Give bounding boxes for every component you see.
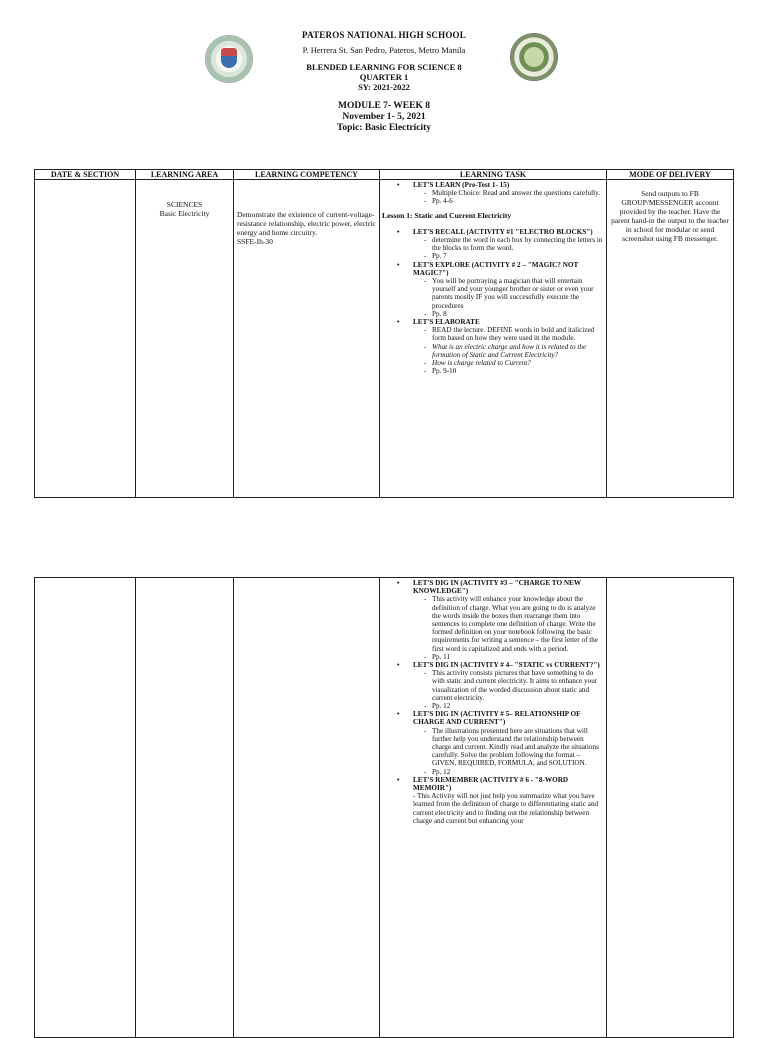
learning-task-cell bbox=[380, 578, 607, 1038]
task-question: - How is charge related to Current? bbox=[424, 359, 531, 368]
task-pages: - Pp. 4-6 bbox=[424, 197, 453, 206]
learning-area-subject: SCIENCES bbox=[166, 200, 203, 209]
task-detail: - This activity consists pictures that have something to do with static and current electricity. It aims to enhance your visualization of the worded discussion about static and current electricity. bbox=[424, 669, 598, 702]
task-item: • LET'S REMEMBER (ACTIVITY # 6 - "8-WORD MEMOIR") bbox=[397, 775, 569, 793]
table-row bbox=[35, 180, 734, 498]
competency-text: Demonstrate the existence of current-voltage-resistance relationship, electric power, electric energy and home circuitry. bbox=[237, 210, 376, 237]
task-item: • LET'S DIG IN (ACTIVITY #3 – "CHARGE TO NEW KNOWLEDGE") bbox=[397, 579, 581, 596]
task-pages: - Pp. 12 bbox=[424, 702, 451, 711]
task-detail: - READ the lecture. DEFINE words in bold and italicized form based on how they were used in the module. bbox=[424, 326, 595, 343]
task-pages: - Pp. 8 bbox=[424, 309, 447, 318]
task-pages: - Pp. 12 bbox=[424, 767, 451, 776]
date-section-cell bbox=[35, 180, 136, 498]
learning-area-cell bbox=[136, 578, 234, 1038]
task-item: • LET'S LEARN (Pre-Test 1- 15) bbox=[397, 181, 510, 189]
task-item: • LET'S EXPLORE (ACTIVITY # 2 – "MAGIC? NOT MAGIC?") bbox=[397, 260, 579, 277]
table-row bbox=[35, 578, 734, 1038]
school-address: P. Herrera St. San Pedro, Pateros, Metro Manila bbox=[302, 45, 466, 55]
program-title: BLENDED LEARNING FOR SCIENCE 8 bbox=[306, 62, 462, 72]
task-pages: - Pp. 11 bbox=[424, 652, 451, 661]
module-topic: Topic: Basic Electricity bbox=[336, 123, 432, 133]
task-pages: - Pp. 9-10 bbox=[424, 367, 457, 376]
task-item: • LET'S ELABORATE bbox=[397, 318, 480, 327]
table-header-row bbox=[35, 170, 734, 180]
task-detail: - Multiple Choice: Read and answer the questions carefully. bbox=[424, 189, 600, 198]
module-dates: November 1- 5, 2021 bbox=[342, 112, 426, 122]
task-item: • LET'S DIG IN (ACTIVITY # 4– "STATIC vs CURRENT?") bbox=[397, 661, 600, 670]
school-name: PATEROS NATIONAL HIGH SCHOOL bbox=[302, 30, 466, 40]
task-item: • LET'S DIG IN (ACTIVITY # 5– RELATIONSHIP OF CHARGE AND CURRENT") bbox=[397, 710, 581, 727]
col-date-section: DATE & SECTION bbox=[35, 170, 136, 180]
col-learning-task: LEARNING TASK bbox=[380, 170, 607, 180]
delivery-cell bbox=[607, 180, 734, 498]
task-detail: - This activity will enhance your knowledge about the definition of charge. What you are going to do is analyze the words inside the boxes then rearrange them into sentences to complete one definition of charge. Write the formed definition on your notebook following the basic requirements for writing a sentence – the first letter of the first word is capitalized and ends with a period. bbox=[424, 595, 599, 653]
task-item: • LET'S RECALL (ACTIVITY #1 "ELECTRO BLOCKS") bbox=[397, 227, 593, 236]
task-detail: - You will be portraying a magician that will entertain yourself and your younger brother or sister or even your parents mostly IF you will successfully execute the procedures bbox=[424, 277, 594, 310]
delivery-cell bbox=[607, 578, 734, 1038]
document-header bbox=[0, 30, 768, 134]
col-mode-of-delivery: MODE OF DELIVERY bbox=[607, 170, 734, 180]
task-question: - What is an electric charge and how it is related to the formation of Static and Current Electricity? bbox=[424, 342, 587, 359]
learning-plan-table bbox=[34, 169, 734, 498]
learning-area-topic: Basic Electricity bbox=[159, 209, 210, 218]
date-section-cell bbox=[35, 578, 136, 1038]
competency-cell bbox=[234, 180, 380, 498]
delivery-text: Send outputs to FB GROUP/MESSENGER account provided by the teacher. Have the parent hand-in the output to the teacher in school for modular or send screenshot using FB messenger. bbox=[611, 189, 729, 243]
task-pages: - Pp. 7 bbox=[424, 252, 447, 261]
school-year: SY: 2021-2022 bbox=[358, 82, 410, 92]
competency-cell bbox=[234, 578, 380, 1038]
col-learning-area: LEARNING AREA bbox=[136, 170, 234, 180]
col-learning-competency: LEARNING COMPETENCY bbox=[234, 170, 380, 180]
lesson-title: Lesson 1: Static and Current Electricity bbox=[382, 210, 512, 220]
competency-code: SSFE-Ih-30 bbox=[237, 237, 273, 246]
learning-task-cell bbox=[380, 180, 607, 498]
task-detail: - The illustrations presented here are situations that will further help you understand the relationship between charge and current. Kindly read and analyze the situations carefully. Solve the problem following the format – GIVEN, REQUIRED, FORMULA, and SOLUTION. bbox=[424, 726, 599, 768]
quarter-label: QUARTER 1 bbox=[359, 72, 409, 82]
task-detail: - determine the word in each box by connecting the letters in the blocks to form the word. bbox=[424, 236, 603, 253]
task-detail: - This Activity will not just help you summarize what you have learned from the definition of charge to differentiating static and current electricity and to finding out the relationship between charge and current but enhancing your bbox=[413, 792, 599, 825]
module-title: MODULE 7- WEEK 8 bbox=[338, 101, 430, 111]
learning-plan-table-continued bbox=[34, 577, 734, 1038]
learning-area-cell bbox=[136, 180, 234, 498]
